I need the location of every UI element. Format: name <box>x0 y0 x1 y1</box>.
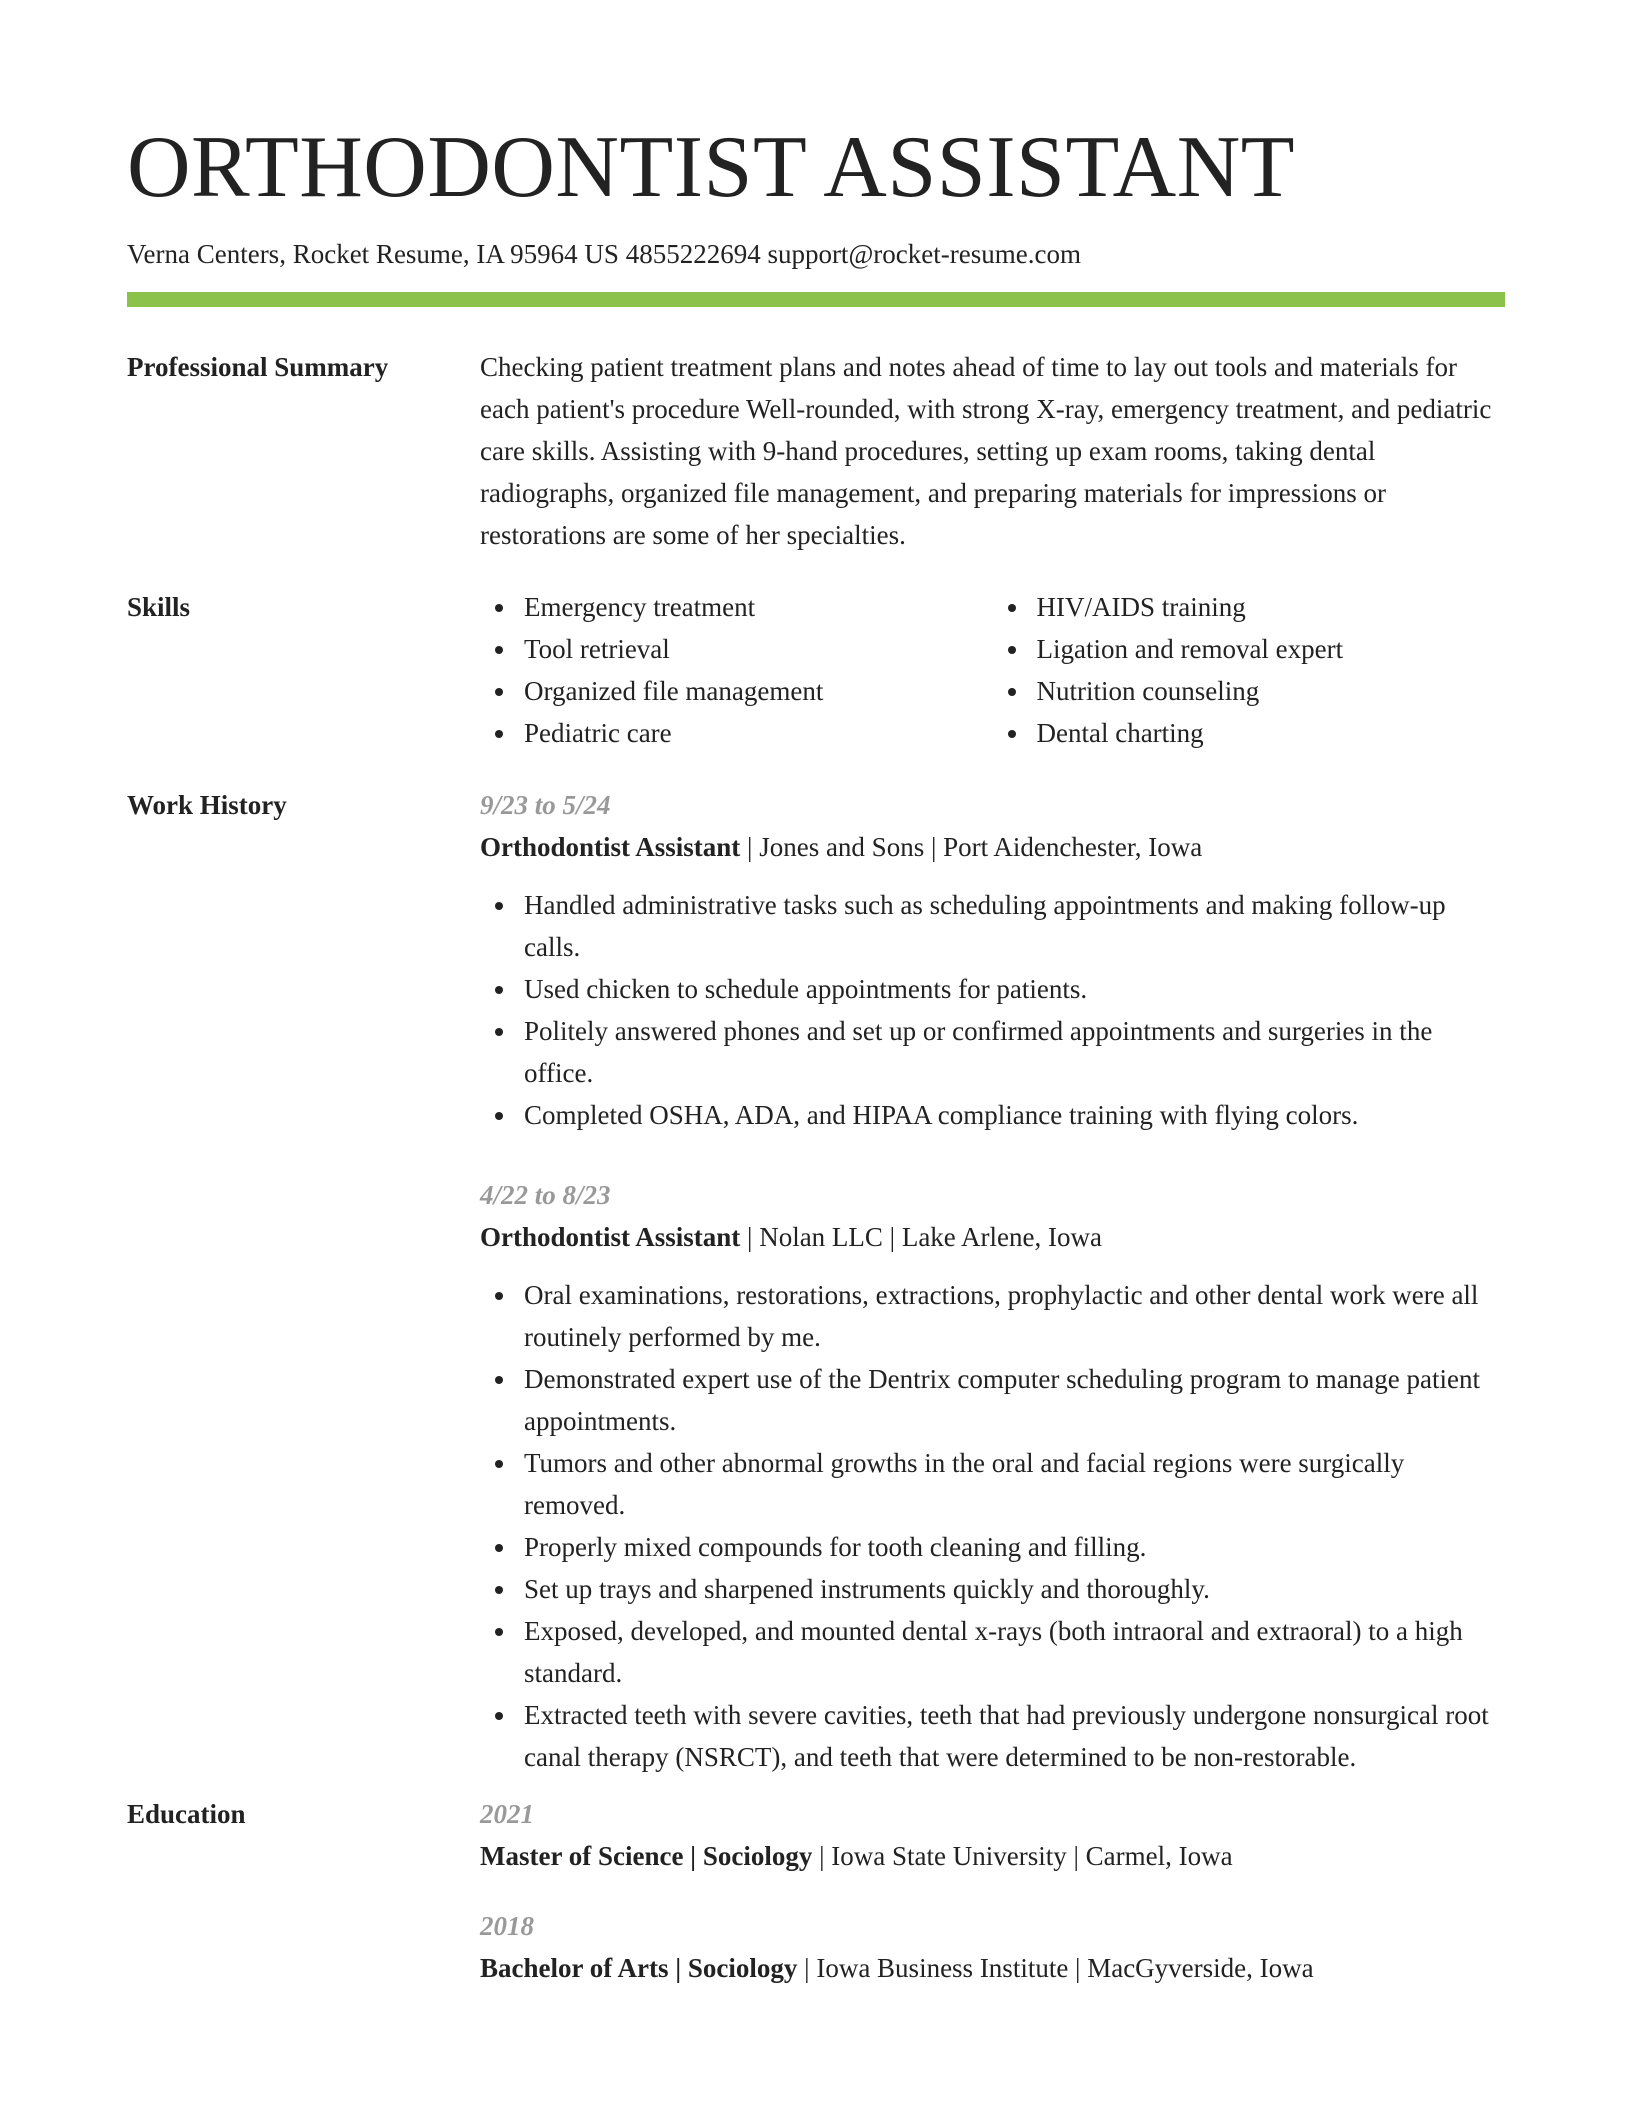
job-heading <box>480 826 1505 868</box>
job-bullet: Used chicken to schedule appointments for patients. <box>524 968 1505 1010</box>
skill-item: Emergency treatment <box>524 586 993 628</box>
header-divider <box>127 292 1505 307</box>
summary-text: Checking patient treatment plans and notes ahead of time to lay out tools and materials for each patient's procedure Well-rounded, with strong X-ray, emergency treatment, and pediatric care skills. Assisting with 9-hand procedures, setting up exam rooms, taking dental radiographs, organized file management, and preparing materials for impressions or restorations are some of her specialties. <box>480 352 1492 550</box>
resume-title: ORTHODONTIST ASSISTANT <box>127 119 1296 216</box>
skill-item: Ligation and removal expert <box>1037 628 1506 670</box>
skill-item: HIV/AIDS training <box>1037 586 1506 628</box>
education-body <box>480 1793 1505 1989</box>
skill-item: Organized file management <box>524 670 993 712</box>
work-body <box>480 784 1505 1778</box>
education-label: Education <box>127 1799 246 1829</box>
contact-line <box>127 234 1505 274</box>
skill-item: Dental charting <box>1037 712 1506 754</box>
skills-list-left <box>480 586 993 754</box>
job-bullet: Properly mixed compounds for tooth cleaning and filling. <box>524 1526 1505 1568</box>
education-heading <box>480 1947 1505 1989</box>
contact-state-zip: IA 95964 <box>476 239 578 269</box>
summary-body <box>480 346 1505 556</box>
job-details: | Jones and Sons | Port Aidenchester, Iowa <box>740 832 1203 862</box>
contact-email: support@rocket-resume.com <box>767 239 1081 269</box>
skill-item: Nutrition counseling <box>1037 670 1506 712</box>
job-bullets <box>480 884 1505 1136</box>
education-year: 2021 <box>480 1799 534 1829</box>
education-degree: Master of Science | Sociology <box>480 1841 813 1871</box>
job-details: | Nolan LLC | Lake Arlene, Iowa <box>740 1222 1102 1252</box>
contact-phone: 4855222694 <box>625 239 761 269</box>
job-dates: 4/22 to 8/23 <box>480 1180 611 1210</box>
education-details: | Iowa Business Institute | MacGyverside, Iowa <box>797 1953 1314 1983</box>
skills-label: Skills <box>127 592 191 622</box>
job-bullet: Extracted teeth with severe cavities, teeth that had previously undergone nonsurgical root canal therapy (NSRCT), and teeth that were determined to be non-restorable. <box>524 1694 1505 1778</box>
job-title: Orthodontist Assistant <box>480 832 741 862</box>
job-bullet: Tumors and other abnormal growths in the oral and facial regions were surgically removed. <box>524 1442 1505 1526</box>
job-bullet: Completed OSHA, ADA, and HIPAA compliance training with flying colors. <box>524 1094 1505 1136</box>
education-heading <box>480 1835 1505 1877</box>
skill-item: Pediatric care <box>524 712 993 754</box>
education-degree: Bachelor of Arts | Sociology <box>480 1953 798 1983</box>
skills-list-right <box>993 586 1506 754</box>
contact-name: Verna Centers, <box>127 239 286 269</box>
job-heading <box>480 1216 1505 1258</box>
job-bullet: Demonstrated expert use of the Dentrix computer scheduling program to manage patient appointments. <box>524 1358 1505 1442</box>
job-bullet: Set up trays and sharpened instruments quickly and thoroughly. <box>524 1568 1505 1610</box>
contact-city: Rocket Resume, <box>292 239 470 269</box>
job-entry <box>480 784 1505 1136</box>
job-bullet: Exposed, developed, and mounted dental x-rays (both intraoral and extraoral) to a high standard. <box>524 1610 1505 1694</box>
education-entry <box>480 1905 1505 1989</box>
job-title: Orthodontist Assistant <box>480 1222 741 1252</box>
job-entry <box>480 1174 1505 1778</box>
education-details: | Iowa State University | Carmel, Iowa <box>812 1841 1233 1871</box>
skill-item: Tool retrieval <box>524 628 993 670</box>
job-bullet: Oral examinations, restorations, extractions, prophylactic and other dental work were all routinely performed by me. <box>524 1274 1505 1358</box>
education-year: 2018 <box>480 1911 534 1941</box>
skills-columns <box>480 586 1505 754</box>
resume-header <box>127 118 1505 307</box>
education-entry <box>480 1793 1505 1877</box>
job-bullet: Politely answered phones and set up or confirmed appointments and surgeries in the office. <box>524 1010 1505 1094</box>
contact-country: US <box>584 239 619 269</box>
work-label: Work History <box>127 790 287 820</box>
job-dates: 9/23 to 5/24 <box>480 790 611 820</box>
summary-label: Professional Summary <box>127 352 389 382</box>
job-bullets <box>480 1274 1505 1778</box>
skills-body <box>480 586 1505 754</box>
job-bullet: Handled administrative tasks such as scheduling appointments and making follow-up calls. <box>524 884 1505 968</box>
